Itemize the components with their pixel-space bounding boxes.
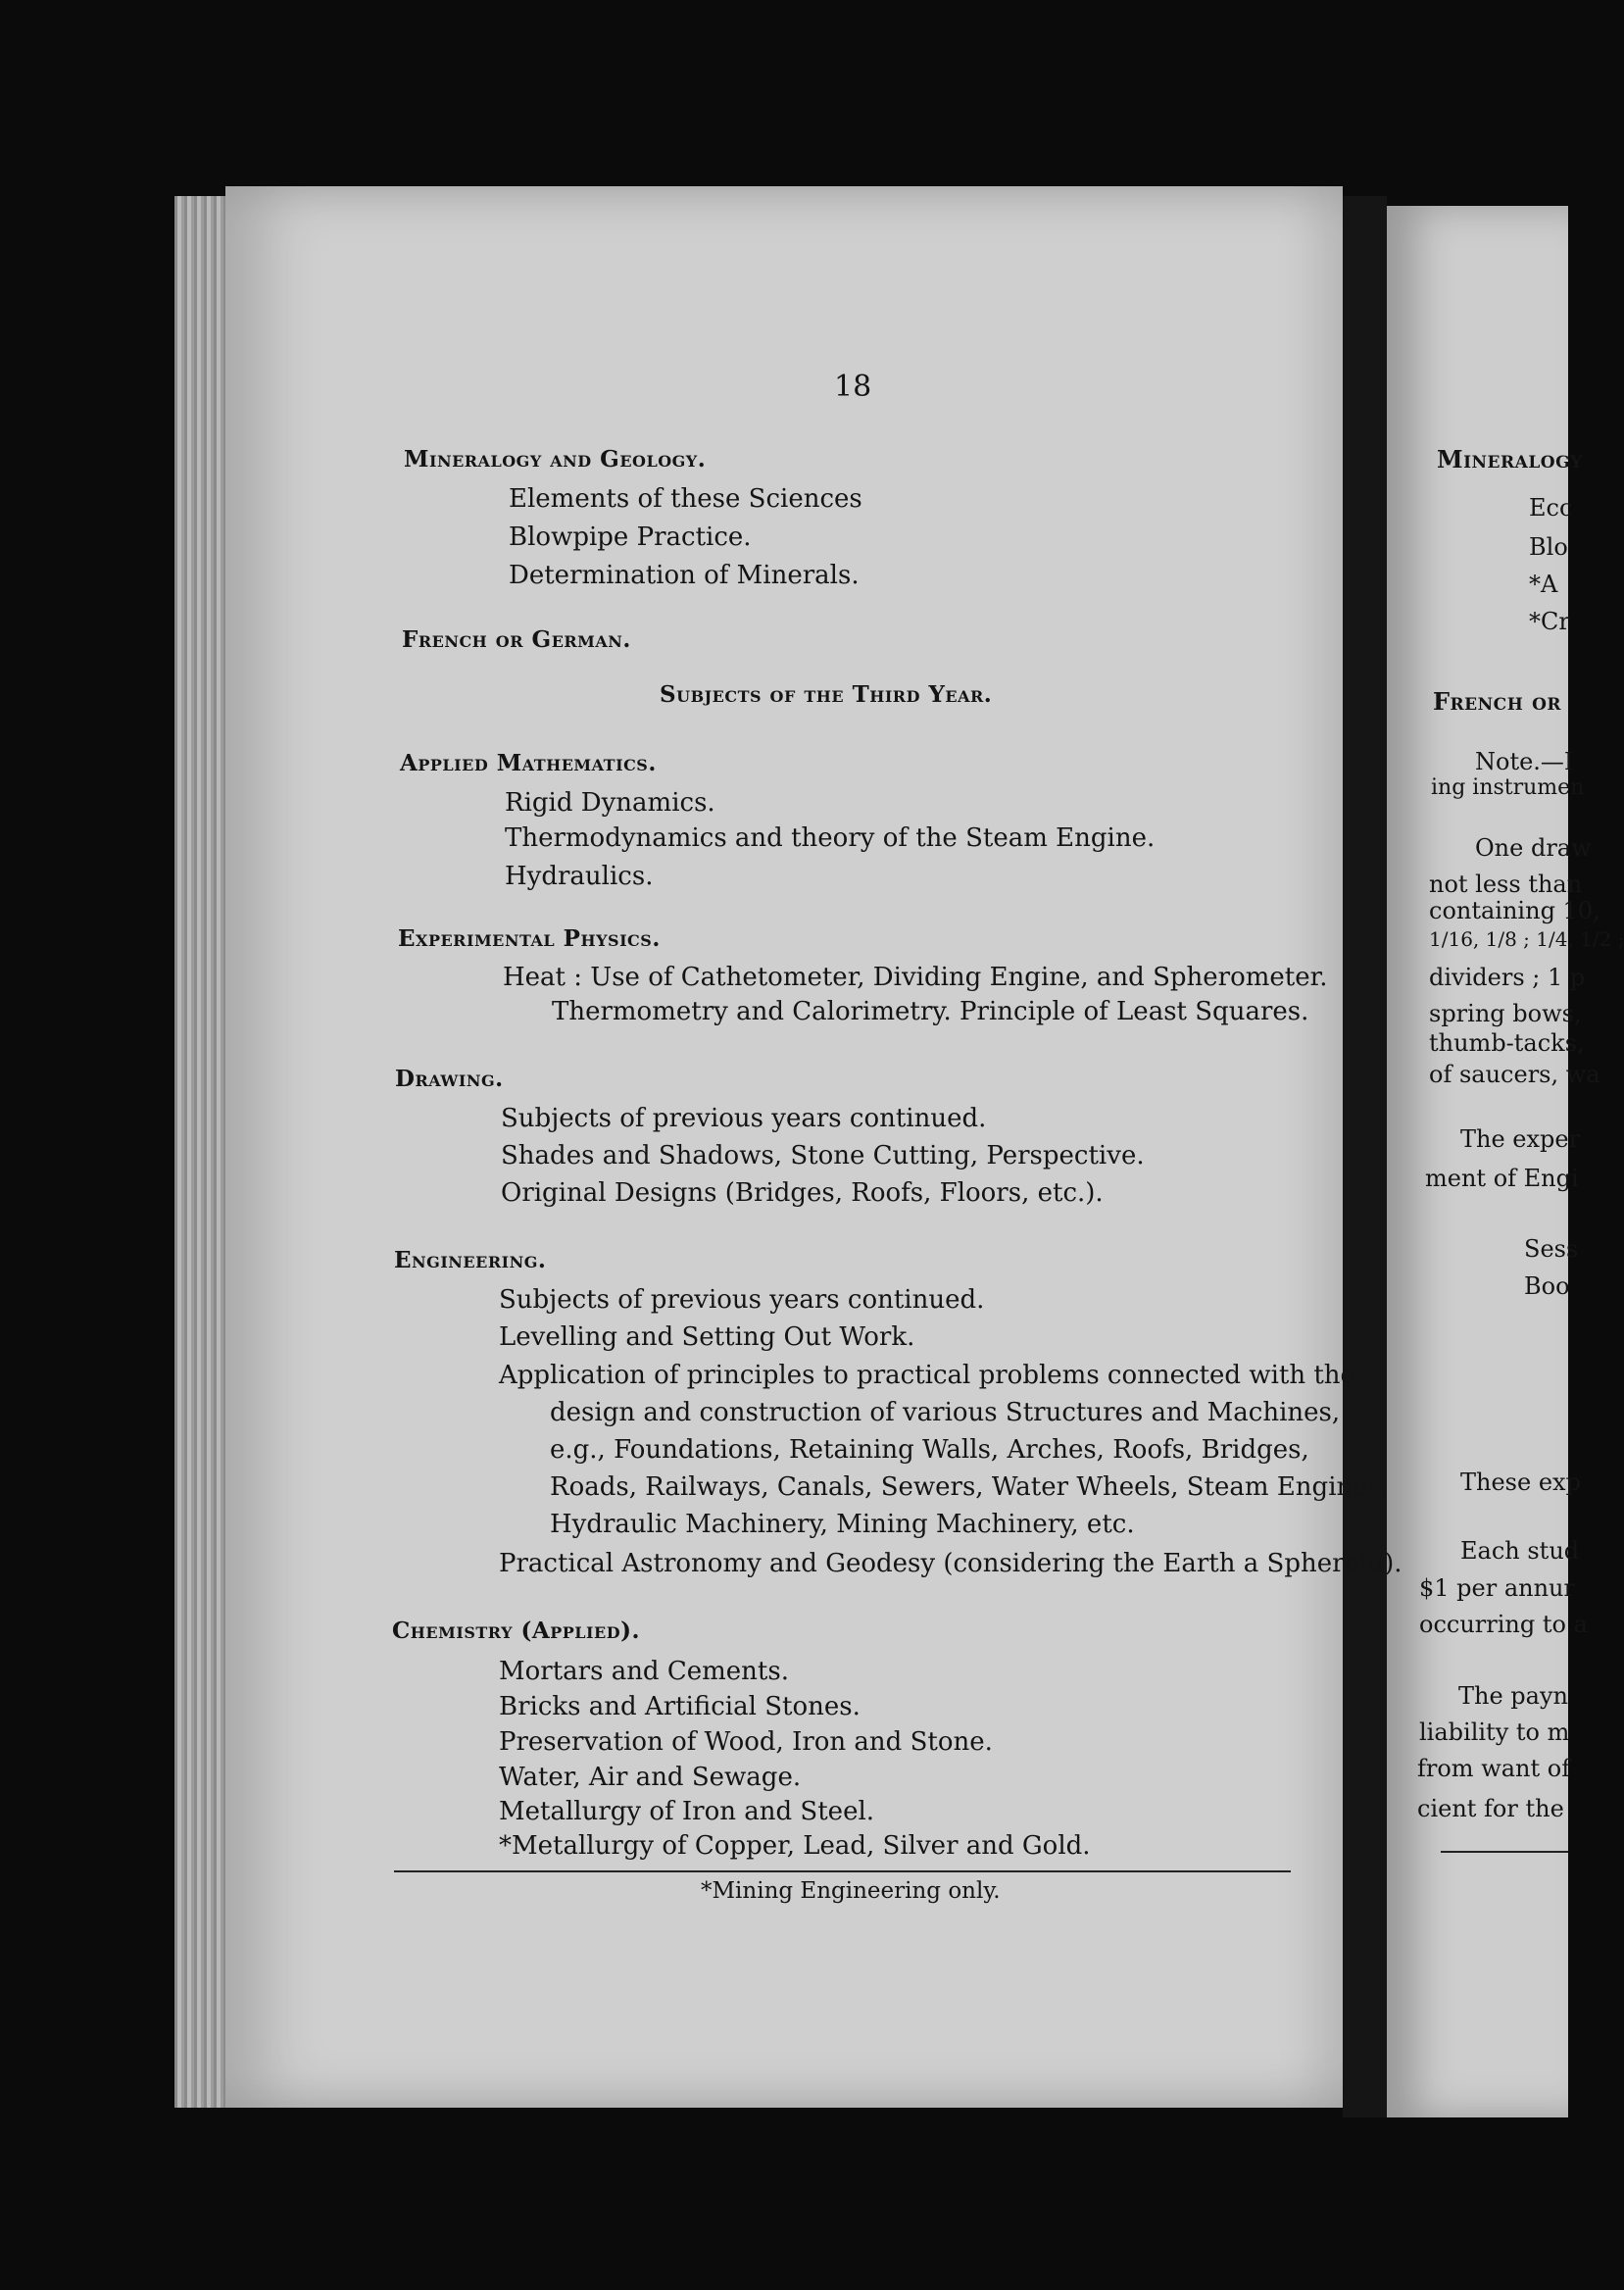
right-fragment: *A	[1529, 571, 1558, 598]
line-item: Elements of these Sciences	[509, 484, 862, 514]
right-fragment: The payn	[1458, 1682, 1568, 1710]
heading-engineering: Engineering.	[394, 1247, 547, 1273]
right-fragment: ing instrumen	[1431, 775, 1585, 800]
right-fragment: spring bows,	[1429, 1000, 1582, 1027]
right-fragment: not less than	[1429, 871, 1583, 898]
line-item: e.g., Foundations, Retaining Walls, Arches, Roofs, Bridges,	[550, 1435, 1309, 1465]
right-fragment: $1 per annur	[1419, 1574, 1575, 1602]
right-fragment: Each stud	[1460, 1537, 1580, 1565]
right-fragment: occurring to a	[1419, 1611, 1588, 1638]
line-item: Preservation of Wood, Iron and Stone.	[499, 1727, 993, 1757]
right-fragment: of saucers, wa	[1429, 1061, 1600, 1088]
right-fragment: The exper	[1460, 1125, 1581, 1153]
line-item: Original Designs (Bridges, Roofs, Floors, etc.).	[501, 1178, 1104, 1208]
line-item: Metallurgy of Iron and Steel.	[499, 1797, 875, 1826]
right-fragment: Sess	[1524, 1235, 1579, 1263]
footnote: *Mining Engineering only.	[701, 1878, 1001, 1904]
right-fragment: from want of	[1417, 1755, 1571, 1782]
line-item: Subjects of previous years continued.	[499, 1285, 985, 1315]
line-item: Mortars and Cements.	[499, 1657, 789, 1686]
line-item: Blowpipe Practice.	[509, 523, 752, 552]
right-fragment: Mineralogy	[1437, 445, 1583, 473]
page-edges	[174, 196, 229, 2108]
heading-applied-mathematics: Applied Mathematics.	[400, 750, 657, 776]
right-fragment: ment of Engi	[1425, 1165, 1579, 1192]
right-fragment: containing 10,	[1429, 897, 1600, 924]
line-item: Shades and Shadows, Stone Cutting, Perspective.	[501, 1141, 1145, 1170]
footnote-rule	[394, 1870, 1291, 1872]
line-item: Levelling and Setting Out Work.	[499, 1322, 915, 1352]
right-fragment: Blo	[1529, 533, 1568, 561]
heading-third-year: Subjects of the Third Year.	[660, 681, 993, 708]
line-item: Water, Air and Sewage.	[499, 1763, 802, 1792]
right-fragment: cient for the	[1417, 1795, 1564, 1822]
right-fragment: *Cr	[1529, 608, 1570, 635]
line-item: design and construction of various Structures and Machines,	[550, 1398, 1341, 1427]
line-item: Heat : Use of Cathetometer, Dividing Engine, and Spherometer.	[503, 963, 1328, 992]
book-gutter	[1343, 196, 1387, 2117]
line-item: Bricks and Artificial Stones.	[499, 1692, 861, 1721]
line-item: Thermometry and Calorimetry. Principle of Least Squares.	[552, 997, 1309, 1026]
line-item: Application of principles to practical problems connected with the	[499, 1361, 1355, 1390]
page-number: 18	[834, 370, 872, 404]
right-fragment: dividers ; 1 p	[1429, 964, 1586, 991]
heading-french-german: French or German.	[402, 626, 631, 653]
heading-chemistry-applied: Chemistry (Applied).	[392, 1618, 640, 1644]
heading-mineralogy-geology: Mineralogy and Geology.	[404, 446, 707, 473]
line-item: Roads, Railways, Canals, Sewers, Water Wheels, Steam Engines,	[550, 1472, 1390, 1502]
line-item: Subjects of previous years continued.	[501, 1104, 987, 1133]
line-item: Thermodynamics and theory of the Steam Engine.	[505, 823, 1156, 853]
right-fragment: One draw	[1475, 834, 1592, 862]
right-fragment: French or	[1433, 687, 1562, 716]
line-item: Determination of Minerals.	[509, 561, 860, 590]
right-fragment: thumb-tacks,	[1429, 1029, 1585, 1057]
heading-drawing: Drawing.	[395, 1066, 504, 1092]
right-rule	[1441, 1851, 1568, 1853]
line-item: Practical Astronomy and Geodesy (considering the Earth a Spheroid).	[499, 1549, 1403, 1578]
right-fragment: Note.—I	[1475, 748, 1574, 775]
right-fragment: Ecc	[1529, 494, 1573, 522]
line-item: Hydraulics.	[505, 862, 654, 891]
right-fragment: liability to m	[1419, 1718, 1570, 1746]
right-fragment: Boo	[1524, 1272, 1570, 1300]
right-fragment: These exp	[1460, 1469, 1581, 1496]
line-item: *Metallurgy of Copper, Lead, Silver and Gold.	[499, 1831, 1091, 1861]
right-page	[1387, 206, 1571, 2117]
line-item: Hydraulic Machinery, Mining Machinery, etc.	[550, 1510, 1135, 1539]
line-item: Rigid Dynamics.	[505, 788, 715, 818]
heading-experimental-physics: Experimental Physics.	[398, 925, 661, 952]
right-fragment: 1/16, 1/8 ; 1/4, 1/2 ;	[1429, 927, 1624, 951]
